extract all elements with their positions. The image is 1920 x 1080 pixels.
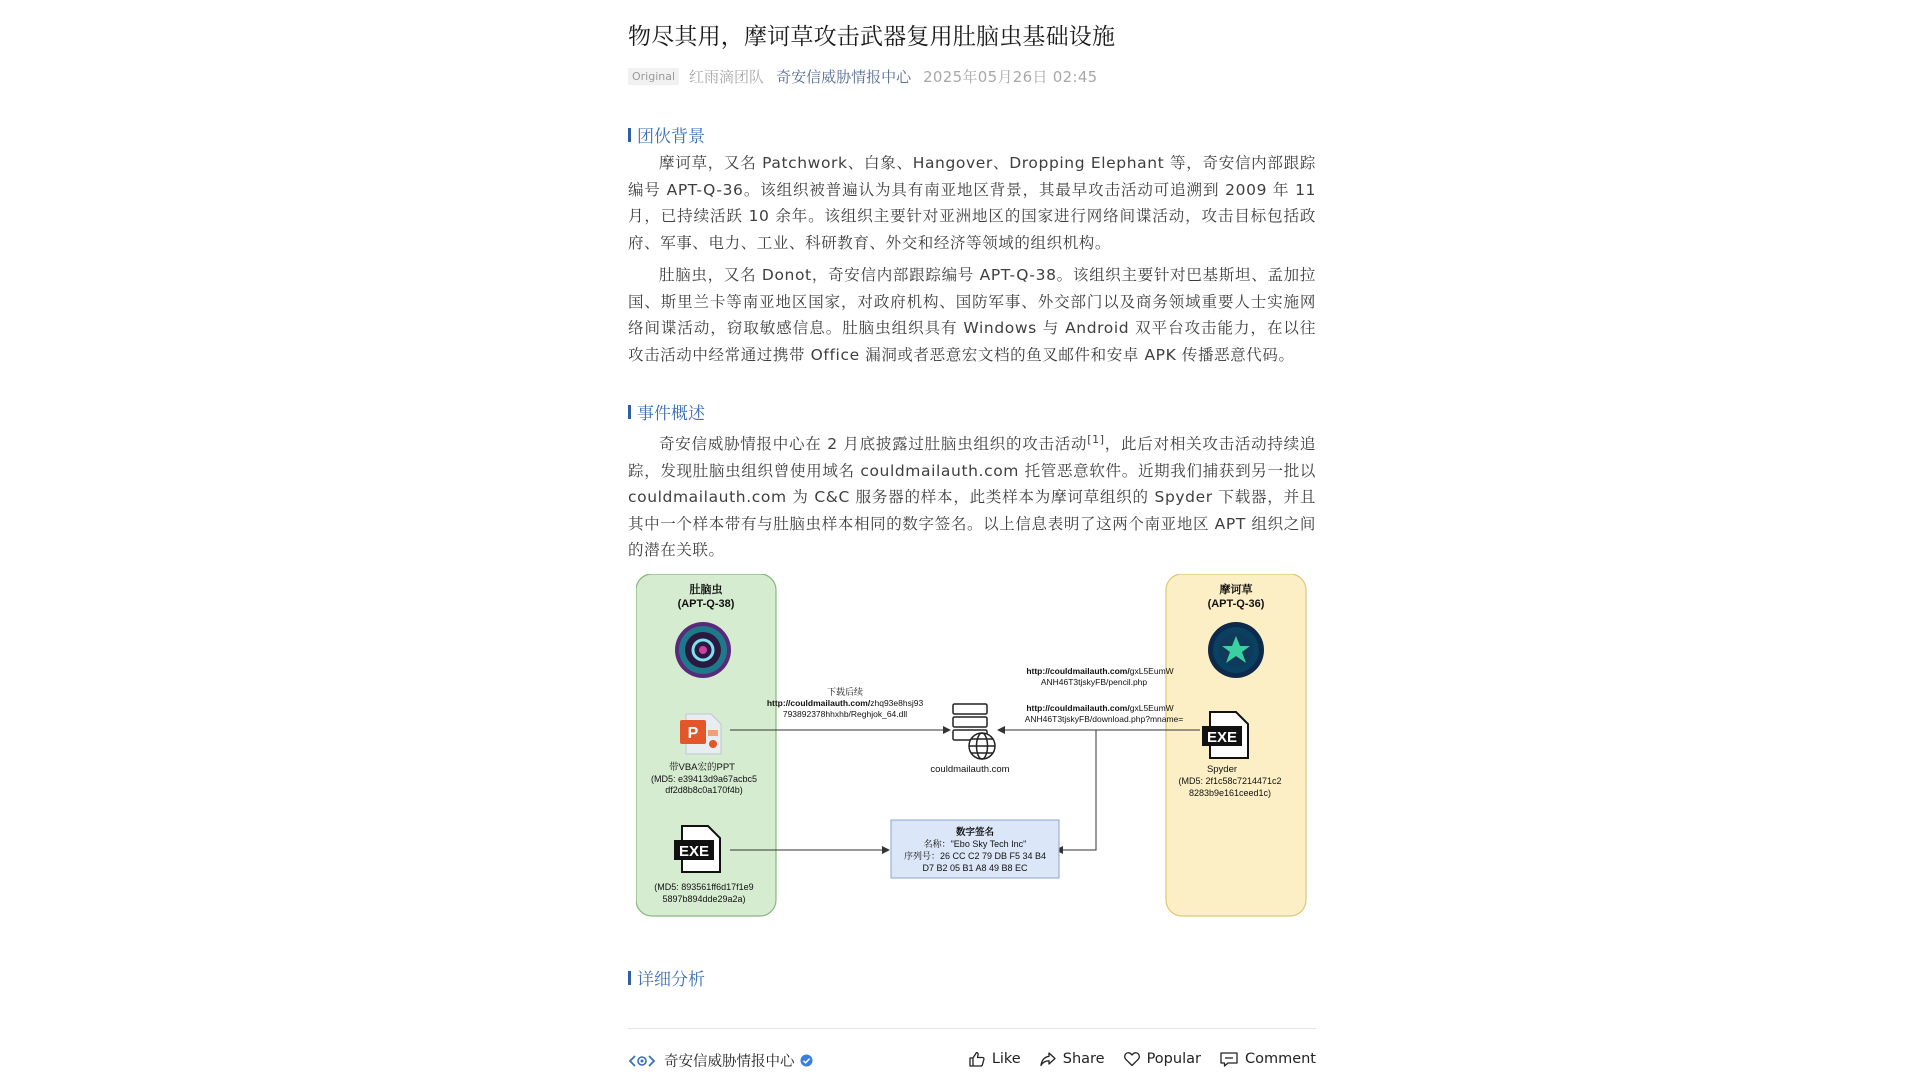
- ppt-md5-2: df2d8b8c0a170f4b): [665, 785, 743, 795]
- arrow-right-bottom-url-line2: ANH46T3tjskyFB/download.php?mname=: [1024, 714, 1184, 724]
- patchwork-logo-icon: [1208, 622, 1264, 678]
- section-heading-text: 事件概述: [637, 404, 705, 424]
- arrow-left-title: 下载后续: [826, 687, 864, 697]
- patchwork-name: 摩诃草: [1219, 584, 1253, 596]
- donot-logo-icon: [675, 622, 731, 678]
- spyder-md5-1: (MD5: 2f1c58c7214471c2: [1178, 776, 1282, 786]
- account-logo-icon: [628, 1054, 656, 1068]
- arrow-right-top-url-line1: [1026, 666, 1173, 676]
- paragraph-background-2: 肚脑虫，又名 Donot，奇安信内部跟踪编号 APT-Q-38。该组织主要针对巴基斯坦、孟加拉国、斯里兰卡等南亚地区国家，对政府机构、国防军事、外交部门以及商务领域重要人士实施网络间谍活动，窃取敏感信息。肚脑虫组织具有 Windows 与 Android 双平台攻击能力，在以往攻击活动中经常通过携带 Office 漏洞或者恶意宏文档的鱼叉邮件和安卓 APK 传播恶意代码。: [628, 266, 1316, 364]
- exe-left-md5-1: (MD5: 893561ff6d17f1e9: [654, 882, 754, 892]
- article: [628, 0, 1318, 1080]
- footer-actions: [950, 1050, 1316, 1068]
- article-meta: [628, 66, 1098, 87]
- thumbs-up-icon: [968, 1050, 986, 1068]
- arrow-left-url-line2: 793892378hhxhb/Reghjok_64.dll: [782, 709, 908, 719]
- footer-divider: [628, 1028, 1316, 1029]
- arrow-right-bottom-url-bold: http://couldmailauth.com/: [1026, 703, 1130, 713]
- section-heading-background: [628, 122, 705, 147]
- popular-button[interactable]: [1123, 1050, 1201, 1068]
- section-heading-text: 团伙背景: [637, 127, 705, 147]
- original-badge: Original: [628, 68, 679, 85]
- article-footer: [628, 1050, 1316, 1074]
- arrow-right-bottom-url-rest: gxL5EumW: [1129, 703, 1174, 713]
- exe-left-icon-text: EXE: [678, 843, 710, 860]
- relationship-diagram: [636, 574, 1312, 920]
- account-link[interactable]: 奇安信威胁情报中心: [776, 68, 912, 86]
- ppt-icon-letter: P: [687, 725, 699, 742]
- heart-icon: [1123, 1050, 1141, 1068]
- section-heading-analysis: [628, 965, 705, 990]
- author-team: 红雨滴团队: [689, 68, 765, 86]
- heading-bar: [628, 128, 631, 142]
- arrow-right-top-url-line2: ANH46T3tjskyFB/pencil.php: [1040, 677, 1148, 687]
- exe-left-md5-2: 5897b894dde29a2a): [662, 894, 746, 904]
- share-icon: [1039, 1050, 1057, 1068]
- arrow-spyder-to-signature: [1056, 730, 1096, 850]
- spyder-md5-2: 8283b9e161ceed1c): [1188, 788, 1272, 798]
- publish-date: 2025年05月26日 02:45: [923, 68, 1098, 86]
- overview-text-b: ，此后对相关攻击活动持续追踪，发现肚脑虫组织曾使用域名 couldmailauth.com 托管恶意软件。近期我们捕获到另一批以 couldmailauth.com 为 C&C 服务器的样本，此类样本为摩诃草组织的 Spyder 下载器，并且其中一个样本带有与肚脑虫样本相同的数字签名。以上信息表明了这两个南亚地区 APT 组织之间的潜在关联。: [628, 435, 1316, 560]
- article-title: 物尽其用，摩诃草攻击武器复用肚脑虫基础设施: [628, 24, 1116, 50]
- arrow-left-url-line1: [767, 698, 924, 708]
- comment-icon: [1219, 1050, 1239, 1068]
- section-heading-overview: [628, 399, 705, 424]
- heading-bar: [628, 971, 631, 985]
- spyder-label: Spyder: [1206, 764, 1238, 775]
- arrow-right-top-url-rest: gxL5EumW: [1129, 666, 1174, 676]
- footer-account[interactable]: [628, 1050, 813, 1071]
- comment-label: Comment: [1244, 1051, 1316, 1067]
- share-label: Share: [1062, 1051, 1105, 1067]
- donot-name: 肚脑虫: [689, 584, 723, 596]
- server-globe-icon: [953, 704, 995, 759]
- ppt-file-icon: [680, 714, 721, 754]
- popular-label: Popular: [1146, 1051, 1201, 1067]
- arrow-right-bottom-url-line1: [1026, 703, 1173, 713]
- reference-link[interactable]: [1]: [1087, 433, 1105, 446]
- signature-name: 名称："Ebo Sky Tech Inc": [923, 839, 1027, 849]
- heading-bar: [628, 405, 631, 419]
- signature-serial-1: 序列号：26 CC C2 79 DB F5 34 B4: [903, 851, 1047, 861]
- ppt-label: 带VBA宏的PPT: [669, 762, 735, 773]
- spyder-icon-text: EXE: [1206, 729, 1238, 746]
- like-button[interactable]: [968, 1050, 1021, 1068]
- arrow-right-top-url-bold: http://couldmailauth.com/: [1026, 666, 1130, 676]
- footer-account-name: 奇安信威胁情报中心: [664, 1054, 795, 1070]
- arrow-left-url-bold: http://couldmailauth.com/: [766, 698, 871, 708]
- verified-badge-icon: [800, 1054, 813, 1067]
- comment-button[interactable]: [1219, 1050, 1316, 1068]
- section-heading-text: 详细分析: [637, 970, 705, 990]
- paragraph-overview: [628, 427, 1316, 564]
- server-label: couldmailauth.com: [930, 764, 1010, 775]
- arrow-left-url-rest: zhq93e8hsj93: [870, 698, 924, 708]
- patchwork-code: (APT-Q-36): [1207, 598, 1265, 610]
- overview-text-a: 奇安信威胁情报中心在 2 月底披露过肚脑虫组织的攻击活动: [659, 435, 1088, 454]
- donot-code: (APT-Q-38): [677, 598, 735, 610]
- share-button[interactable]: [1039, 1050, 1105, 1068]
- signature-serial-2: D7 B2 05 B1 A8 49 B8 EC: [922, 863, 1028, 873]
- ppt-md5-1: (MD5: e39413d9a67acbc5: [650, 774, 758, 784]
- like-label: Like: [991, 1051, 1021, 1067]
- signature-title: 数字签名: [955, 827, 995, 838]
- paragraph-background-1: 摩诃草，又名 Patchwork、白象、Hangover、Dropping Elephant 等，奇安信内部跟踪编号 APT-Q-36。该组织被普遍认为具有南亚地区背景，其最早攻击活动可追溯到 2009 年 11 月，已持续活跃 10 余年。该组织主要针对亚洲地区的国家进行网络间谍活动，攻击目标包括政府、军事、电力、工业、科研教育、外交和经济等领域的组织机构。: [628, 154, 1316, 252]
